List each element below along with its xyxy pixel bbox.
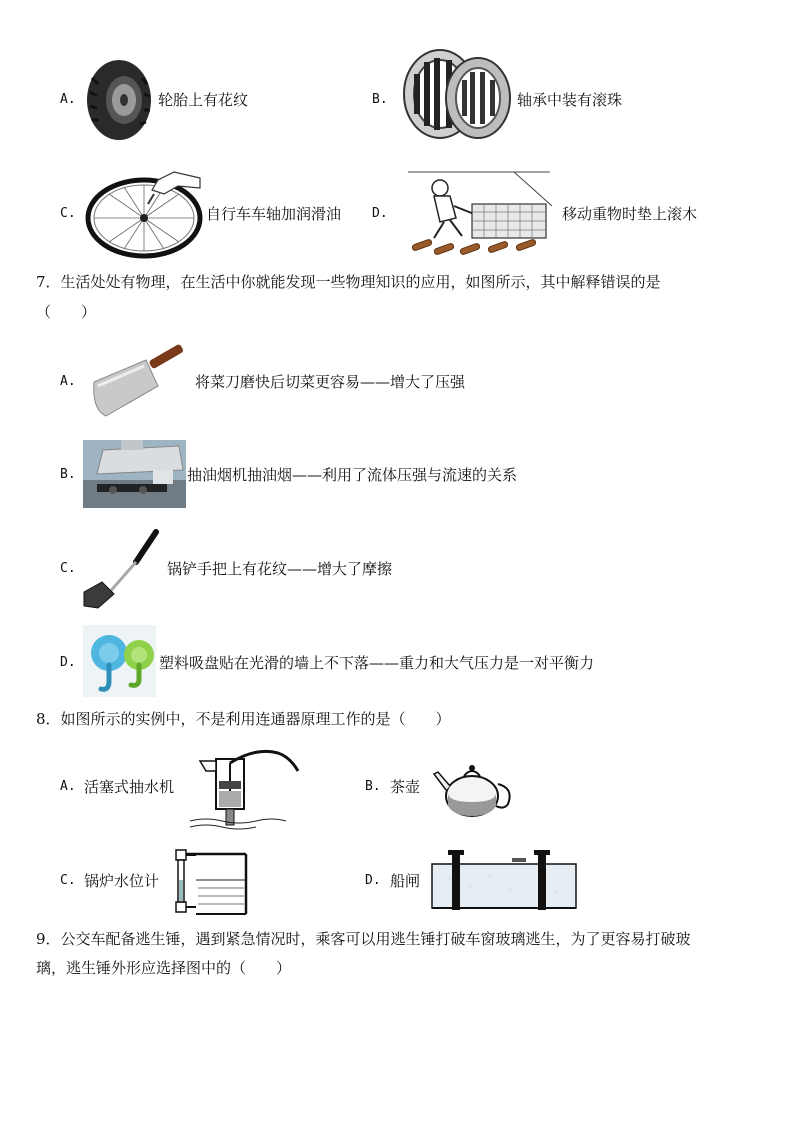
ship-lock-image [430, 846, 578, 912]
q7-option-c-text: 锅铲手把上有花纹——增大了摩擦 [167, 560, 393, 578]
bicycle-wheel-oil-image [84, 164, 204, 260]
q9-stem-line-2: 璃，逃生锤外形应选择图中的（ ） [36, 959, 292, 977]
suction-cup-hooks-image [83, 625, 156, 697]
q7-option-b-text: 抽油烟机抽油烟——利用了流体压强与流速的关系 [187, 466, 518, 484]
q8-option-b-text: 茶壶 [390, 778, 421, 796]
q6-option-b-text: 轴承中装有滚珠 [517, 91, 623, 109]
spatula-image [80, 528, 164, 610]
q7-paren: （ ） [36, 303, 97, 321]
q7-option-c-letter: C. [60, 561, 76, 576]
q9-stem-line-1: 9．公交车配备逃生锤，遇到紧急情况时，乘客可以用逃生锤打破车窗玻璃逃生，为了更容易打破玻 [36, 930, 691, 948]
q8-option-a-letter: A. [60, 779, 76, 794]
tire-image [84, 58, 154, 142]
q8-option-d-letter: D. [365, 873, 381, 888]
q6-option-c-text: 自行车车轴加润滑油 [206, 205, 342, 223]
q7-option-d-letter: D. [60, 655, 76, 670]
q8-stem: 8．如图所示的实例中，不是利用连通器原理工作的是（ ） [36, 710, 451, 728]
q6-option-d-text: 移动重物时垫上滚木 [562, 205, 698, 223]
range-hood-image [83, 440, 186, 508]
q6-option-a-letter: A. [60, 92, 76, 107]
teapot-image [430, 754, 516, 820]
q8-option-c-text: 锅炉水位计 [84, 872, 160, 890]
q8-option-d-text: 船闸 [390, 872, 421, 890]
q6-option-c-letter: C. [60, 206, 76, 221]
q6-option-b-letter: B. [372, 92, 388, 107]
q7-stem: 7．生活处处有物理，在生活中你就能发现一些物理知识的应用，如图所示，其中解释错误的是 [36, 273, 661, 291]
q7-option-a-letter: A. [60, 374, 76, 389]
q6-option-a-text: 轮胎上有花纹 [158, 91, 249, 109]
q6-option-d-letter: D. [372, 206, 388, 221]
bearing-image [400, 44, 514, 142]
q8-option-b-letter: B. [365, 779, 381, 794]
boiler-water-gauge-image [170, 844, 250, 918]
q7-option-a-text: 将菜刀磨快后切菜更容易——增大了压强 [195, 373, 466, 391]
q7-option-d-text: 塑料吸盘贴在光滑的墙上不下落——重力和大气压力是一对平衡力 [159, 654, 595, 672]
q8-option-a-text: 活塞式抽水机 [84, 778, 175, 796]
kitchen-knife-image [84, 342, 184, 428]
q8-option-c-letter: C. [60, 873, 76, 888]
q7-option-b-letter: B. [60, 467, 76, 482]
piston-pump-image [186, 741, 302, 831]
rolling-logs-image [404, 166, 554, 262]
